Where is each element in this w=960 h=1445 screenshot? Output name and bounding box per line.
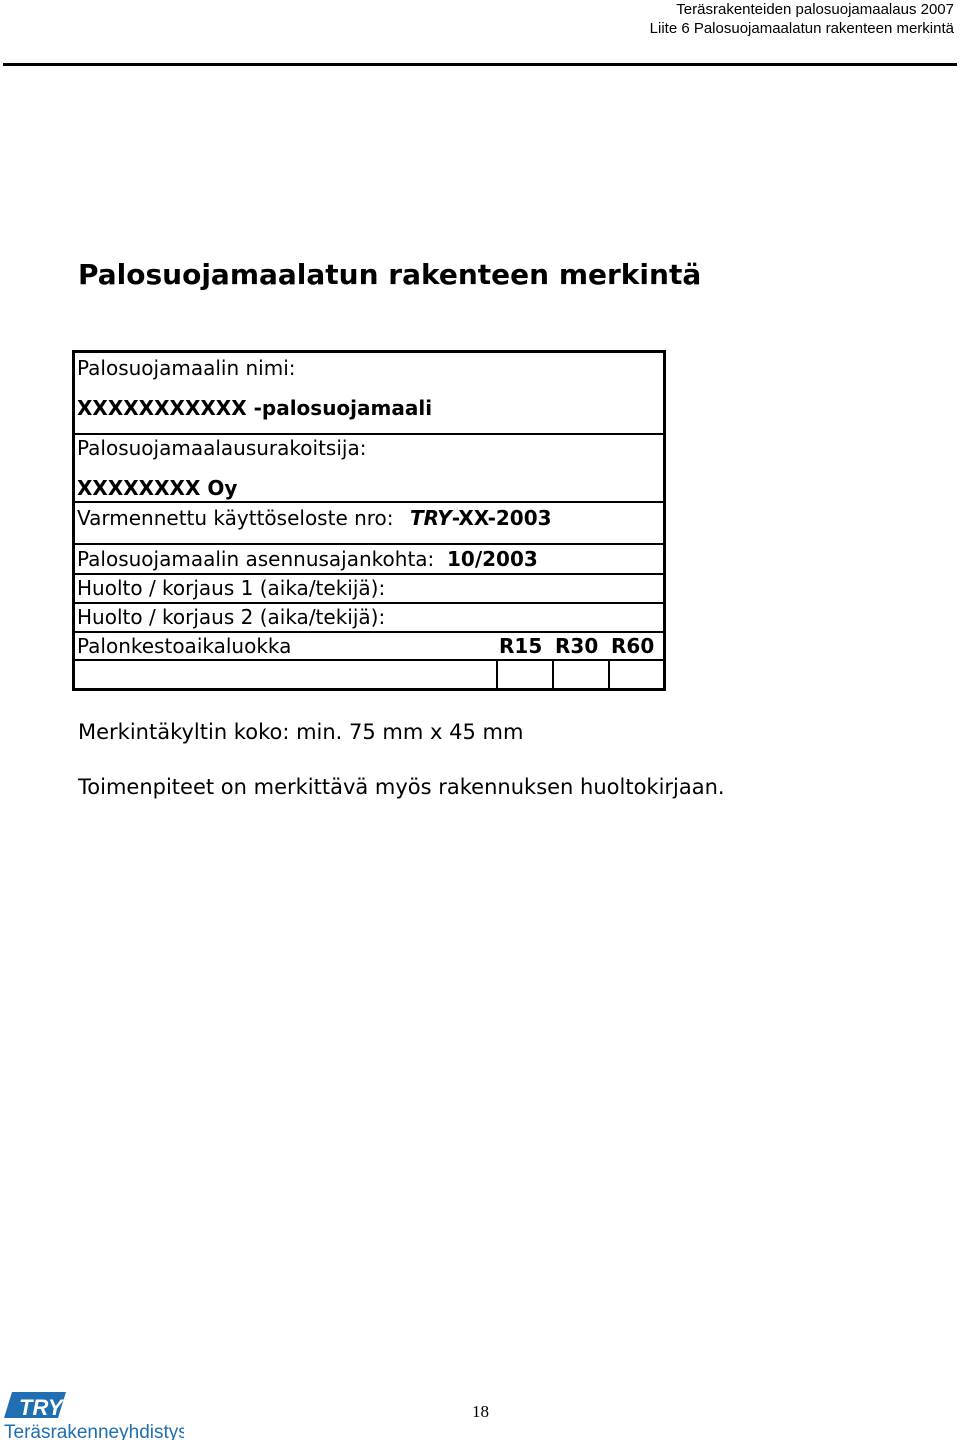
paint-name-label: Palosuojamaalin nimi: <box>77 356 296 380</box>
installation-label: Palosuojamaalin asennusajankohta: <box>77 547 435 571</box>
label-size-note: Merkintäkyltin koko: min. 75 mm x 45 mm <box>78 720 524 744</box>
installation-value: 10/2003 <box>447 547 538 571</box>
fire-class-label: Palonkestoaikaluokka <box>77 634 292 658</box>
paint-name-value: XXXXXXXXXXX -palosuojamaali <box>77 396 433 420</box>
page-number: 18 <box>472 1402 489 1421</box>
certificate-number <box>410 505 552 531</box>
certificate-suffix: -XX-2003 <box>451 506 552 530</box>
maintenance-1-label: Huolto / korjaus 1 (aika/tekijä): <box>77 576 386 600</box>
maintenance-log-note: Toimenpiteet on merkittävä myös rakennuksen huoltokirjaan. <box>78 775 725 799</box>
header-divider <box>3 63 957 66</box>
try-logo-mark <box>4 1390 184 1440</box>
certificate-prefix: TRY <box>410 506 452 530</box>
page-header <box>650 0 954 38</box>
maintenance-2-label: Huolto / korjaus 2 (aika/tekijä): <box>77 605 386 629</box>
divider <box>75 543 663 545</box>
fire-class-r30: R30 <box>555 634 599 658</box>
marking-label-box <box>72 350 666 691</box>
applicator-value: XXXXXXXX Oy <box>77 476 238 500</box>
fire-class-column-divider <box>496 660 498 688</box>
divider <box>75 659 663 661</box>
divider <box>75 501 663 503</box>
fire-class-r60: R60 <box>611 634 655 658</box>
try-logo-text: TRY <box>19 1395 63 1420</box>
page-title: Palosuojamaalatun rakenteen merkintä <box>78 258 702 291</box>
fire-class-column-divider <box>552 660 554 688</box>
fire-class-r15: R15 <box>499 634 543 658</box>
certificate-label: Varmennettu käyttöseloste nro: <box>77 506 394 530</box>
fire-class-column-divider <box>608 660 610 688</box>
applicator-label: Palosuojamaalausurakoitsija: <box>77 436 367 460</box>
try-logo <box>4 1390 184 1440</box>
header-appendix-title: Liite 6 Palosuojamaalatun rakenteen merkintä <box>649 20 954 37</box>
header-document-title: Teräsrakenteiden palosuojamaalaus 2007 <box>676 1 954 18</box>
organization-name: Teräsrakenneyhdistys <box>4 1422 184 1440</box>
